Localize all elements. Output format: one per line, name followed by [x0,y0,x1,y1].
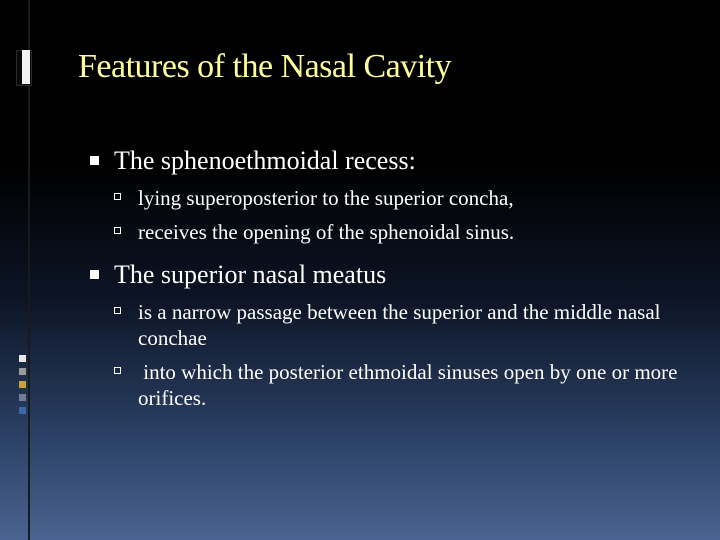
bullet-level1 [90,145,700,177]
hollow-square-bullet-icon [114,193,121,200]
slide-content [90,145,700,425]
bullet-level2 [90,299,700,351]
bullet-text: is a narrow passage between the superior and the middle nasal conchae [138,300,661,350]
decorative-square [19,368,26,375]
bullet-level2 [90,219,700,245]
square-bullet-icon [90,156,99,165]
title-accent-block-light [22,50,30,84]
section-sphenoethmoidal-recess [90,145,700,245]
bullet-level2 [90,359,700,411]
hollow-square-bullet-icon [114,367,121,374]
bullet-text: The superior nasal meatus [114,260,387,289]
section-superior-nasal-meatus [90,259,700,411]
bullet-text: receives the opening of the sphenoidal sinus. [138,220,515,244]
hollow-square-bullet-icon [114,227,121,234]
square-bullet-icon [90,270,99,279]
decorative-square [19,394,26,401]
hollow-square-bullet-icon [114,307,121,314]
bullet-text: into which the posterior ethmoidal sinuses open by one or more orifices. [138,360,683,410]
decorative-square [19,407,26,414]
bullet-text: The sphenoethmoidal recess: [114,146,416,175]
slide-title: Features of the Nasal Cavity [78,48,452,85]
bullet-text: lying superoposterior to the superior concha, [138,186,514,210]
bullet-level1 [90,259,700,291]
decorative-square [19,355,26,362]
bullet-level2 [90,185,700,211]
decorative-square [19,381,26,388]
